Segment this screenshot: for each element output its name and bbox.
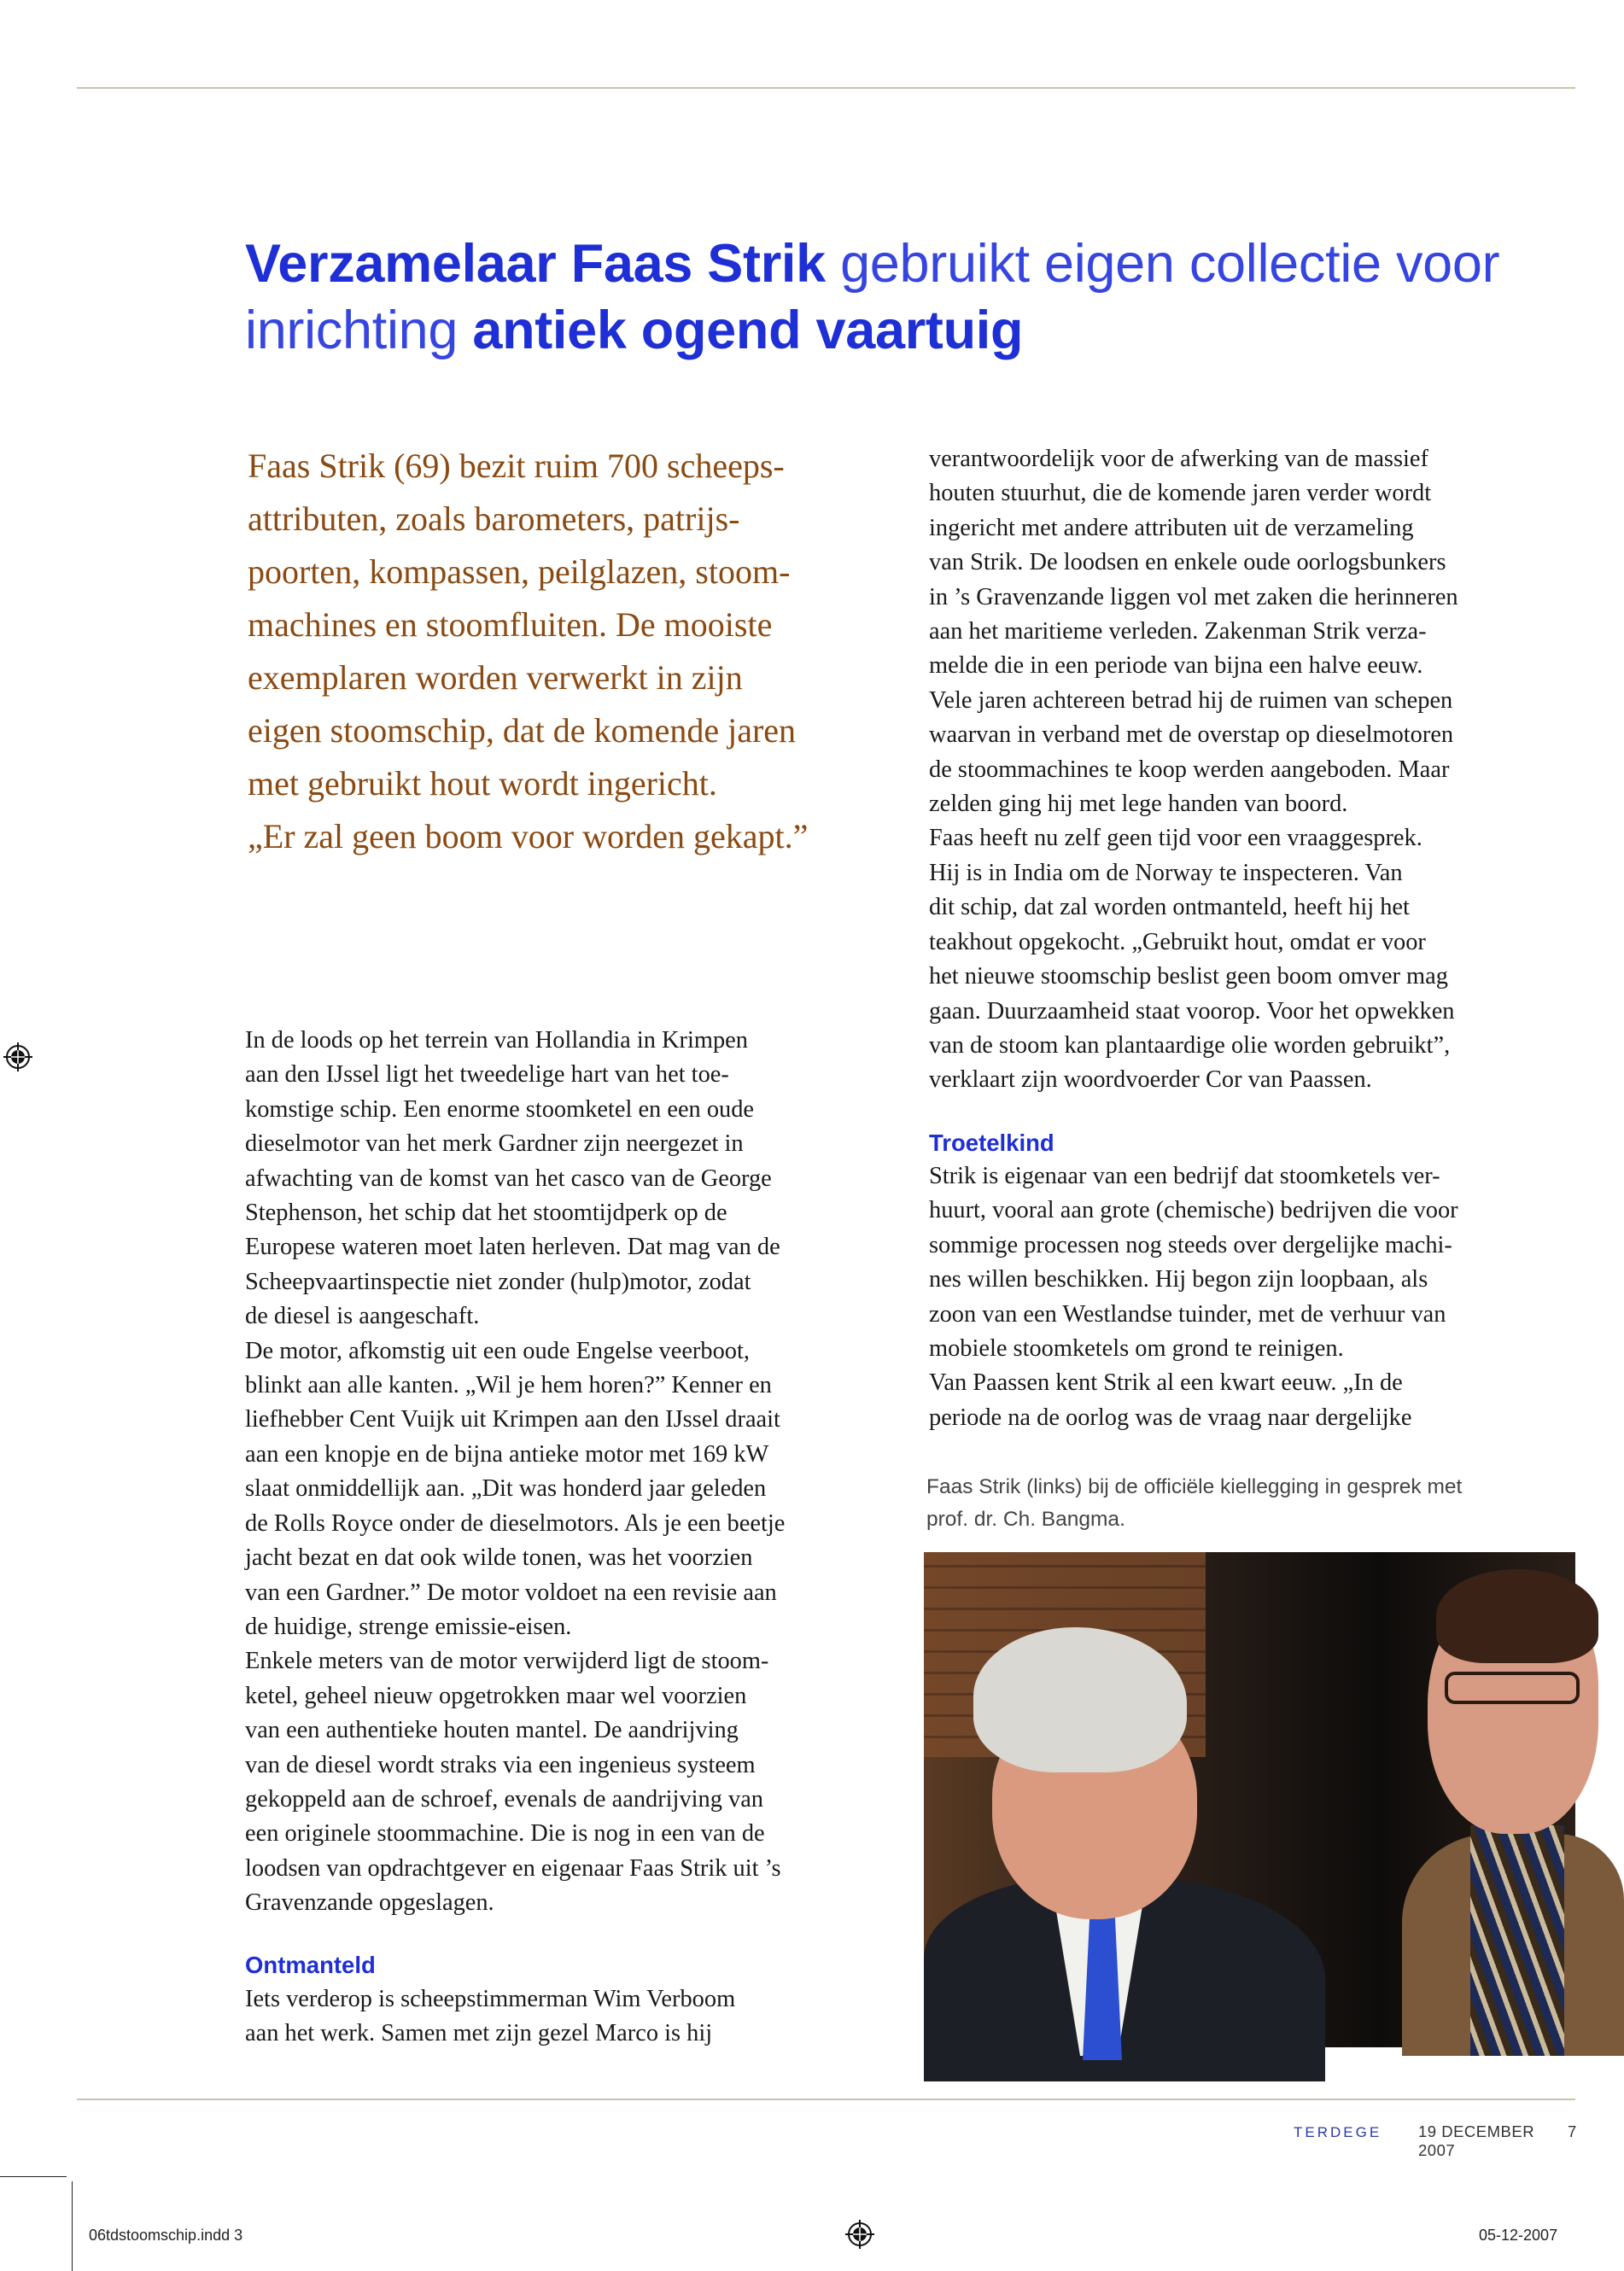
body-line: verklaart zijn woordvoerder Cor van Paassen.: [929, 1066, 1372, 1094]
subhead-ontmanteld: Ontmanteld: [245, 1952, 376, 1978]
body-line: gaan. Duurzaamheid staat voorop. Voor het opwekken: [929, 997, 1455, 1025]
body-line: mobiele stoomketels om grond te reinigen.: [929, 1335, 1344, 1363]
lead-line: „Er zal geen boom voor worden gekapt.”: [248, 817, 809, 855]
body-line: In de loods op het terrein van Hollandia in Krimpen: [245, 1027, 748, 1054]
body-line: blinkt aan alle kanten. „Wil je hem horen?” Kenner en: [245, 1372, 772, 1399]
body-line: huurt, vooral aan grote (chemische) bedrijven die voor: [929, 1197, 1458, 1224]
body-line: loodsen van opdrachtgever en eigenaar Faas Strik uit ’s: [245, 1854, 781, 1882]
body-column-left-continued: [245, 1982, 860, 2052]
body-line: het nieuwe stoomschip beslist geen boom omver mag: [929, 963, 1448, 990]
body-line: Iets verderop is scheepstimmerman Wim Verboom: [245, 1986, 736, 2012]
body-line: afwachting van de komst van het casco van de George: [245, 1165, 772, 1192]
body-column-right-continued: [929, 1159, 1527, 1435]
footer-issue-date: 19 DECEMBER 2007: [1418, 2122, 1535, 2159]
body-line: Stephenson, het schip dat het stoomtijdperk op de: [245, 1200, 727, 1227]
body-line: nes willen beschikken. Hij begon zijn loopbaan, als: [929, 1266, 1428, 1293]
body-line: melde die in een periode van bijna een halve eeuw.: [929, 652, 1423, 680]
body-line: aan het maritieme verleden. Zakenman Strik verza-: [929, 618, 1427, 645]
body-line: komstige schip. Een enorme stoomketel en een oude: [245, 1095, 755, 1123]
headline-bold-1: Verzamelaar Faas Strik: [245, 234, 826, 294]
body-column-right: [929, 442, 1527, 1098]
body-line: Enkele meters van de motor verwijderd ligt de stoom-: [245, 1648, 769, 1675]
body-line: aan het werk. Samen met zijn gezel Marco is hij: [245, 2020, 713, 2047]
body-line: de diesel is aangeschaft.: [245, 1303, 480, 1330]
body-line: zoon van een Westlandse tuinder, met de verhuur van: [929, 1300, 1446, 1328]
headline-bold-2: antiek ogend vaartuig: [472, 301, 1024, 360]
lead-paragraph: [248, 440, 879, 863]
body-line: liefhebber Cent Vuijk uit Krimpen aan den IJssel draait: [245, 1406, 780, 1433]
body-line: periode na de oorlog was de vraag naar dergelijke: [929, 1404, 1412, 1431]
body-line: van een Gardner.” De motor voldoet na een revisie aan: [245, 1579, 777, 1606]
slug-filename: 06tdstoomschip.indd 3: [89, 2227, 243, 2244]
body-line: aan een knopje en de bijna antieke motor met 169 kW: [245, 1440, 769, 1468]
body-line: verantwoordelijk voor de afwerking van de massief: [929, 446, 1428, 472]
body-line: dit schip, dat zal worden ontmanteld, heeft hij het: [929, 894, 1410, 921]
body-line: de stoommachines te koop werden aangeboden. Maar: [929, 756, 1450, 783]
body-line: een originele stoommachine. Die is nog in een van de: [245, 1820, 765, 1848]
body-line: dieselmotor van het merk Gardner zijn neergezet in: [245, 1130, 744, 1158]
body-line: aan den IJssel ligt het tweedelige hart van het toe-: [245, 1061, 729, 1089]
registration-mark-icon: [3, 1042, 32, 1071]
body-line: van de stoom kan plantaardige olie worden gebruikt”,: [929, 1031, 1451, 1059]
body-line: De motor, afkomstig uit een oude Engelse veerboot,: [245, 1337, 750, 1364]
lead-line: poorten, kompassen, peilglazen, stoom-: [248, 552, 791, 591]
body-line: gekoppeld aan de schroef, evenals de aandrijving van: [245, 1785, 764, 1813]
subhead-troetelkind: Troetelkind: [929, 1130, 1054, 1156]
caption-line: prof. dr. Ch. Bangma.: [926, 1508, 1125, 1531]
body-column-left: [245, 1024, 860, 1921]
footer-page-number: 7: [1568, 2122, 1577, 2140]
body-line: houten stuurhut, die de komende jaren verder wordt: [929, 480, 1432, 507]
body-line: jacht bezat en dat ook wilde tonen, was het voorzien: [245, 1544, 753, 1572]
lead-line: Faas Strik (69) bezit ruim 700 scheeps-: [248, 447, 785, 485]
photo-man2-hair: [1436, 1569, 1598, 1663]
slug-date: 05-12-2007: [1479, 2227, 1558, 2244]
bottom-rule: [77, 2099, 1575, 2100]
photo-man2-scarf: [1470, 1825, 1564, 2056]
body-line: van een authentieke houten mantel. De aandrijving: [245, 1717, 739, 1744]
photo-two-men: [924, 1552, 1575, 2047]
body-line: Faas heeft nu zelf geen tijd voor een vraaggesprek.: [929, 825, 1422, 852]
lead-line: eigen stoomschip, dat de komende jaren: [248, 711, 797, 750]
lead-line: machines en stoomfluiten. De mooiste: [248, 605, 773, 644]
body-line: Scheepvaartinspectie niet zonder (hulp)motor, zodat: [245, 1268, 751, 1295]
body-line: sommige processen nog steeds over dergelijke machi-: [929, 1231, 1452, 1258]
body-line: Vele jaren achtereen betrad hij de ruimen van schepen: [929, 686, 1453, 714]
photo-man2-glasses: [1445, 1672, 1580, 1704]
body-line: in ’s Gravenzande liggen vol met zaken die herinneren: [929, 583, 1458, 610]
body-line: van Strik. De loodsen en enkele oude oorlogsbunkers: [929, 549, 1446, 576]
lead-line: exemplaren worden verwerkt in zijn: [248, 658, 743, 697]
caption-line: Faas Strik (links) bij de officiële kiellegging in gesprek met: [926, 1475, 1463, 1498]
body-line: Hij is in India om de Norway te inspecteren. Van: [929, 859, 1403, 886]
footer-magazine-name: TERDEGE: [1294, 2124, 1382, 2140]
body-line: ketel, geheel nieuw opgetrokken maar wel voorzien: [245, 1682, 747, 1709]
crop-mark-vertical: [72, 2181, 73, 2271]
body-line: Van Paassen kent Strik al een kwart eeuw. „In de: [929, 1369, 1403, 1397]
body-line: zelden ging hij met lege handen van boord.: [929, 791, 1348, 818]
crop-mark-horizontal: [0, 2176, 67, 2177]
body-line: ingericht met andere attributen uit de verzameling: [929, 514, 1414, 541]
body-line: van de diesel wordt straks via een ingenieus systeem: [245, 1751, 756, 1778]
body-line: de huidige, strenge emissie-eisen.: [245, 1613, 572, 1640]
body-line: Europese wateren moet laten herleven. Dat mag van de: [245, 1234, 780, 1261]
headline-light: gebruikt eigen collectie voor inrichting: [245, 234, 1500, 360]
body-line: Gravenzande opgeslagen.: [245, 1889, 494, 1917]
top-rule: [77, 87, 1575, 89]
body-line: Strik is eigenaar van een bedrijf dat stoomketels ver-: [929, 1163, 1440, 1189]
lead-line: attributen, zoals barometers, patrijs-: [248, 499, 740, 538]
body-line: teakhout opgekocht. „Gebruikt hout, omdat er voor: [929, 928, 1426, 955]
photo-caption: [926, 1471, 1541, 1536]
lead-line: met gebruikt hout wordt ingericht.: [248, 764, 717, 803]
body-line: slaat onmiddellijk aan. „Dit was honderd jaar geleden: [245, 1475, 767, 1503]
body-line: waarvan in verband met de overstap op dieselmotoren: [929, 721, 1454, 749]
registration-mark-icon: [845, 2220, 874, 2249]
body-line: de Rolls Royce onder de dieselmotors. Als je een beetje: [245, 1509, 786, 1537]
headline: [245, 231, 1509, 364]
